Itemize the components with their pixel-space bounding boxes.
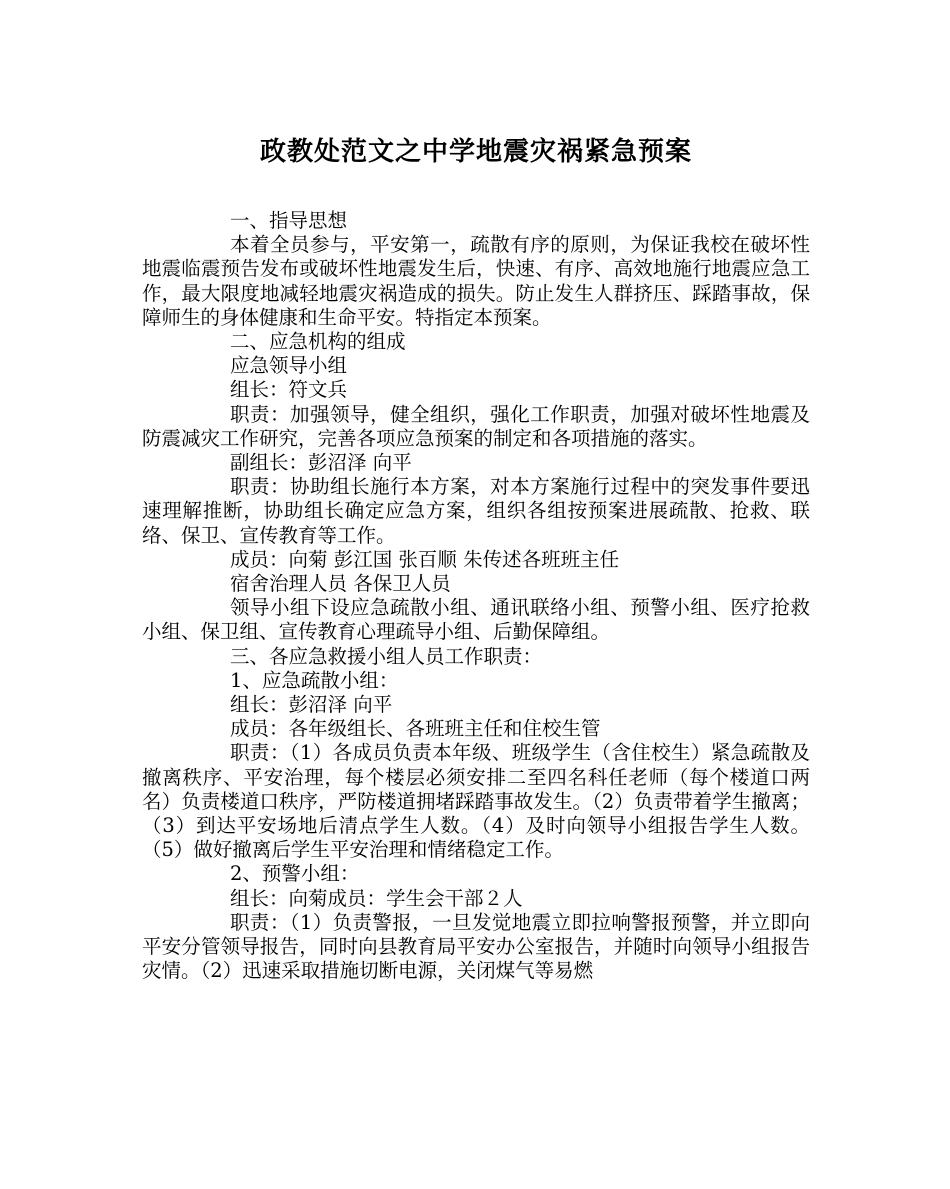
document-body [142, 209, 810, 984]
paragraph-evacuation-members: 成员：各年级组长、各班班主任和住校生管 [230, 717, 601, 741]
paragraph-evacuation-group: 1、应急疏散小组： [230, 668, 399, 692]
paragraph-members-continued: 宿舍治理人员 各保卫人员 [230, 572, 451, 596]
paragraph-deputy-duties: 职责：协助组长施行本方案，对本方案施行过程中的突发事件要迅速理解推断，协助组长确定应急方案，组织各组按预案进展疏散、抢救、联络、保卫、宣传教育等工作。 [142, 475, 810, 547]
document-title: 政教处范文之中学地震灾祸紧急预案 [259, 137, 692, 167]
paragraph-deputy-leaders: 副组长：彭沼泽 向平 [230, 451, 412, 475]
paragraph-group-leader: 组长：符文兵 [230, 378, 348, 402]
paragraph-leader-duties: 职责：加强领导，健全组织，强化工作职责，加强对破坏性地震及防震减灾工作研究，完善各项应急预案的制定和各项措施的落实。 [142, 402, 810, 450]
paragraph-subgroups: 领导小组下设应急疏散小组、通讯联络小组、预警小组、医疗抢救小组、保卫组、宣传教育心理疏导小组、后勤保障组。 [142, 596, 810, 644]
paragraph-evacuation-duties: 职责：（1）各成员负责本年级、班级学生（含住校生）紧急疏散及撤离秩序、平安治理，每个楼层必须安排二至四名科任老师（每个楼道口两名）负责楼道口秩序，严防楼道拥堵踩踏事故发生。（2）负责带着学生撤离；（3）到达平安场地后清点学生人数。（4）及时向领导小组报告学生人数。（5）做好撤离后学生平安治理和情绪稳定工作。 [142, 741, 810, 862]
paragraph-warning-leader: 组长：向菊成员：学生会干部２人 [230, 886, 523, 910]
paragraph-members: 成员：向菊 彭江国 张百顺 朱传述各班班主任 [230, 547, 620, 571]
paragraph-organization-heading: 二、应急机构的组成 [230, 330, 406, 354]
paragraph-guiding-thought-heading: 一、指导思想 [230, 209, 348, 232]
document-page [142, 0, 810, 984]
paragraph-guiding-thought: 本着全员参与，平安第一，疏散有序的原则，为保证我校在破坏性地震临震预告发布或破坏性地震发生后，快速、有序、高效地施行地震应急工作，最大限度地减轻地震灾祸造成的损失。防止发生人群挤压、踩踏事故，保障师生的身体健康和生命平安。特指定本预案。 [142, 233, 810, 329]
paragraph-duties-heading: 三、各应急救援小组人员工作职责： [230, 644, 543, 668]
paragraph-leading-group: 应急领导小组 [230, 354, 348, 378]
paragraph-warning-group: 2、预警小组： [230, 862, 360, 886]
paragraph-evacuation-leader: 组长：彭沼泽 向平 [230, 693, 393, 717]
paragraph-warning-duties: 职责：（1）负责警报，一旦发觉地震立即拉响警报预警，并立即向平安分管领导报告，同时向县教育局平安办公室报告，并随时向领导小组报告灾情。（2）迅速采取措施切断电源，关闭煤气等易燃 [142, 910, 810, 983]
